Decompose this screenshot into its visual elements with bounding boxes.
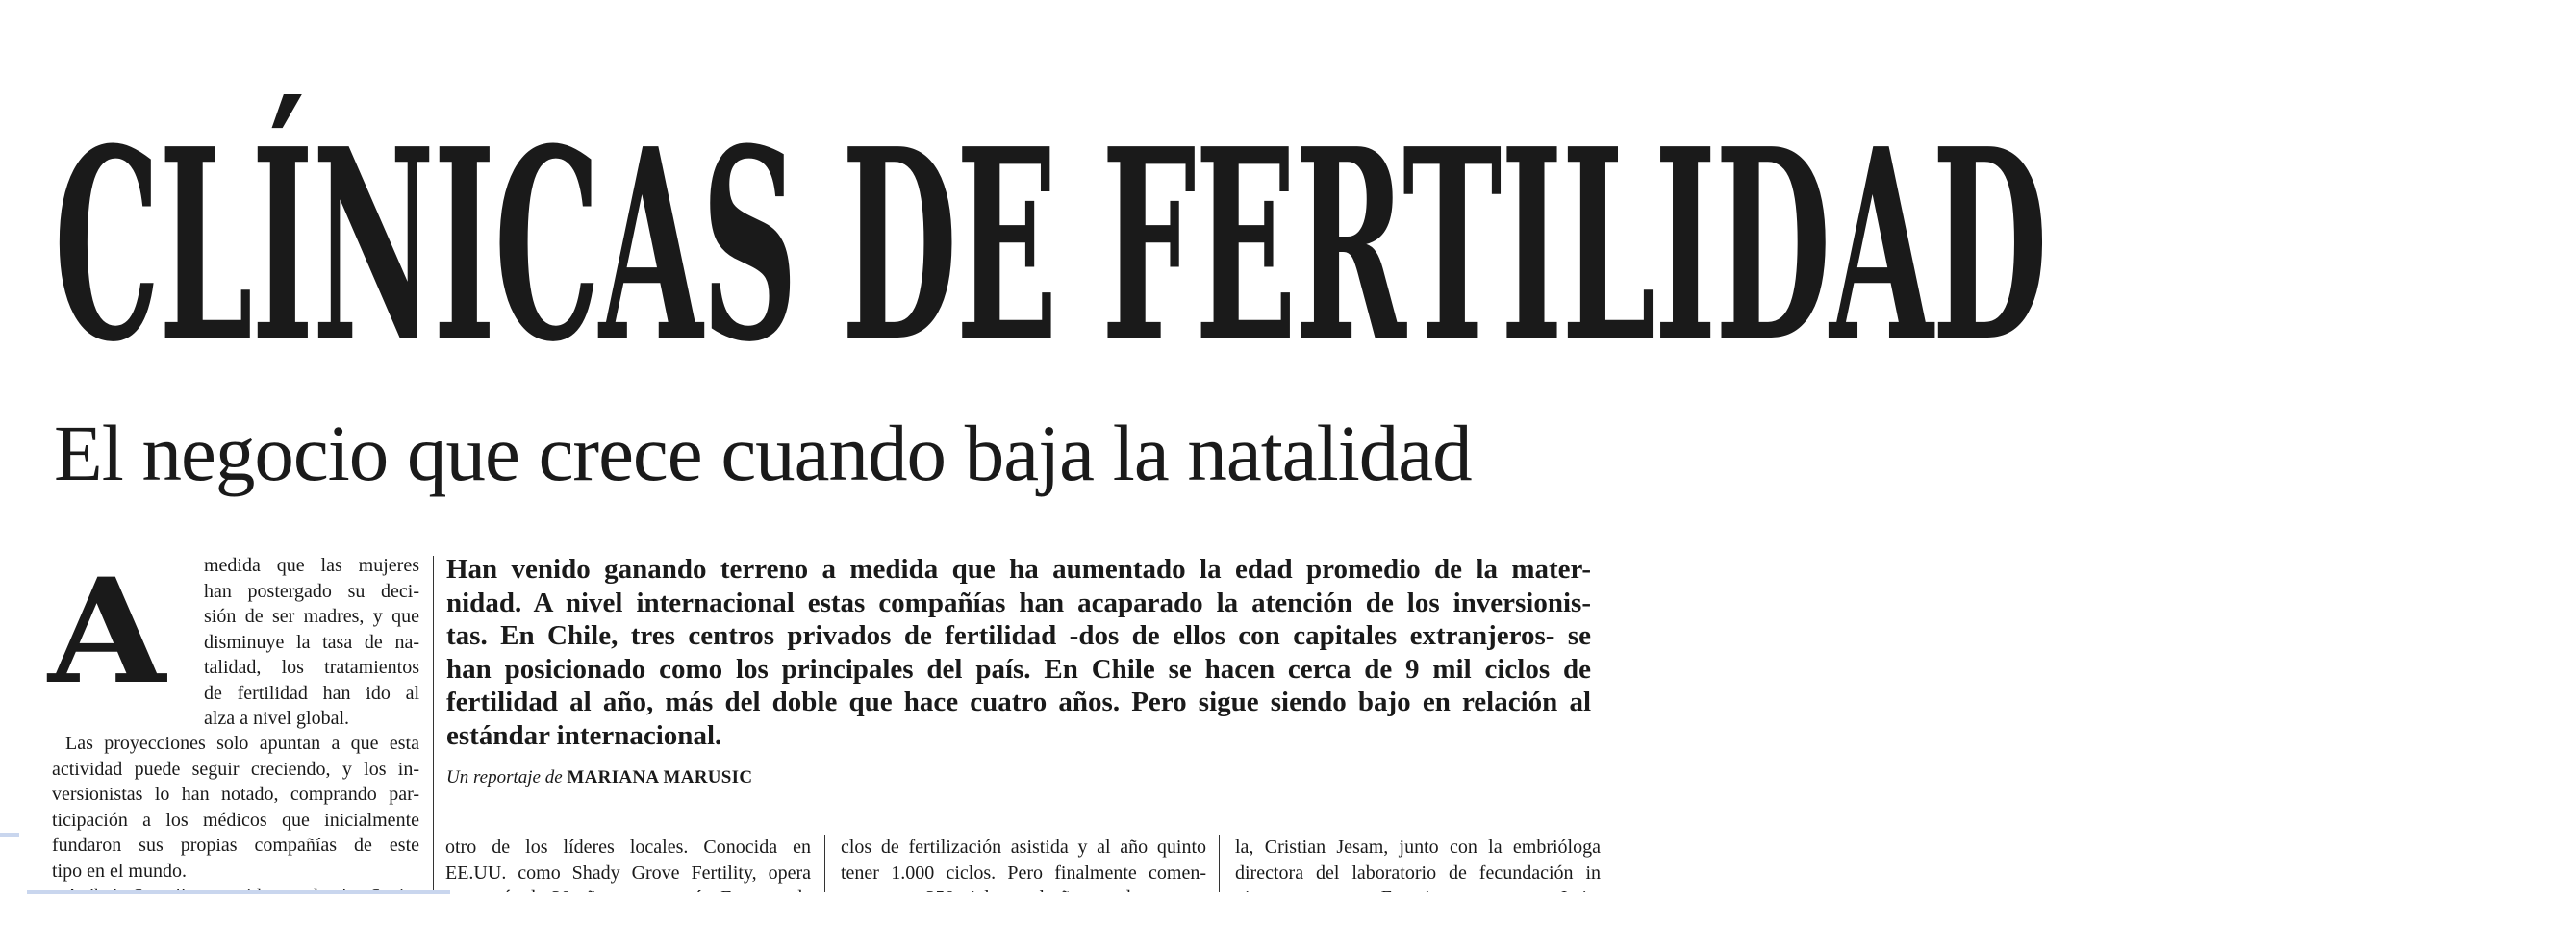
- text-line: la, Cristian Jesam, junto con la embrióloga: [1235, 837, 1601, 858]
- headline: [54, 91, 2047, 401]
- text-line: otro de los líderes locales. Conocida en: [445, 837, 811, 858]
- lede-line: nidad. A nivel internacional estas compañías han acaparado la atención de los inversionis-: [446, 587, 1591, 618]
- text-line: versionistas lo han notado, comprando par-: [52, 784, 419, 805]
- text-line: directora del laboratorio de fecundación in: [1235, 862, 1601, 884]
- lede-line: estándar internacional.: [446, 719, 722, 751]
- text-line: EE.UU. como Shady Grove Fertility, opera: [445, 862, 811, 884]
- byline-author: MARIANA MARUSIC: [567, 767, 753, 788]
- lede-line: fertilidad al año, más del doble que hace cuatro años. Pero sigue siendo bajo en relación al: [446, 687, 1591, 717]
- text-line: clos de fertilización asistida y al año quinto: [841, 837, 1206, 858]
- text-line: alza a nivel global.: [204, 708, 350, 729]
- text-line: medida que las mujeres: [204, 555, 419, 576]
- column-1-body: [52, 731, 419, 910]
- column-divider: [1219, 835, 1220, 892]
- text-line: ticipación a los médicos que inicialmente: [52, 809, 419, 831]
- scan-edge-mark: [0, 833, 19, 837]
- page-cutoff: [0, 892, 1686, 952]
- text-line: tener 1.000 ciclos. Pero finalmente comen-: [841, 862, 1206, 884]
- intro-paragraph: [204, 553, 419, 732]
- headline-text: CLÍNICAS DE FERTILIDAD: [54, 91, 2047, 401]
- text-line: sión de ser madres, y que: [204, 606, 419, 627]
- column-divider: [824, 835, 825, 892]
- lede-line: han posicionado como los principales del país. En Chile se hacen cerca de 9 mil ciclos de: [446, 653, 1591, 685]
- text-line: han postergado su deci-: [204, 580, 419, 602]
- scan-edge-mark: [27, 890, 450, 894]
- text-line: talidad, los tratamientos: [204, 657, 419, 678]
- dropcap-letter: A: [48, 547, 166, 716]
- text-line: actividad puede seguir creciendo, y los in-: [52, 758, 419, 780]
- byline-prefix: Un reportaje de: [446, 767, 563, 788]
- text-line: disminuye la tasa de na-: [204, 631, 419, 653]
- lede-paragraph: [446, 553, 1591, 752]
- subheadline: El negocio que crece cuando baja la natalidad: [54, 409, 1472, 497]
- lede-line: tas. En Chile, tres centros privados de fertilidad -dos de ellos con capitales extranjeros- se: [446, 620, 1591, 651]
- text-line: fundaron sus propias compañías de este: [52, 835, 419, 856]
- text-line: tipo en el mundo.: [52, 860, 187, 882]
- column-divider: [433, 556, 434, 892]
- byline: [446, 767, 752, 789]
- text-line: Las proyecciones solo apuntan a que esta: [65, 733, 419, 754]
- text-line: de fertilidad han ido al: [204, 682, 419, 704]
- lede-line: Han venido ganando terreno a medida que ha aumentado la edad promedio de la mater-: [446, 554, 1591, 585]
